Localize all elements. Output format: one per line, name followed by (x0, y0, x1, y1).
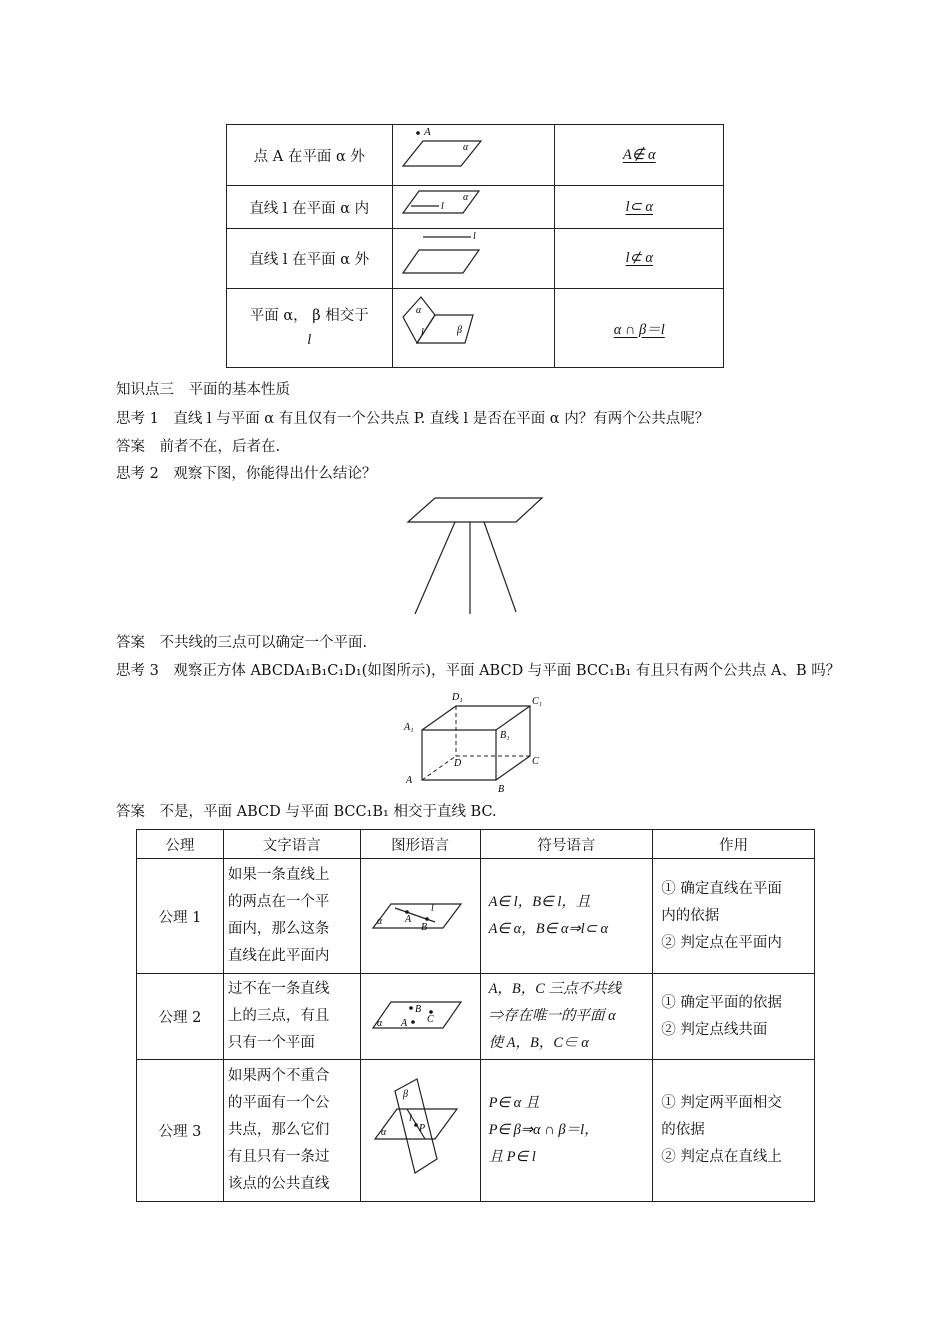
svg-text:C: C (426, 1013, 434, 1025)
row-line-outside-text: 直线 l 在平面 α 外 (227, 229, 393, 289)
svg-text:α: α (376, 916, 382, 927)
svg-text:α: α (415, 305, 421, 316)
answer-1: 答案 前者不在，后者在. (116, 439, 281, 455)
row-planes-intersect-text: 平面 α， β 相交于 l (227, 289, 393, 368)
axiom-3-figure (360, 1060, 480, 1202)
svg-text:A₁: A₁ (404, 722, 414, 733)
cube-figure (400, 688, 555, 798)
svg-text:B: B (414, 1003, 421, 1015)
row-point-outside-text: 点 A 在平面 α 外 (227, 125, 393, 186)
svg-text:β: β (402, 1088, 408, 1100)
axiom-3-use: ① 判定两平面相交 的依据 ② 判定点在直线上 (653, 1060, 815, 1202)
tripod-plane-figure (400, 492, 550, 622)
header-use: 作用 (653, 830, 815, 859)
top-relation-table (226, 124, 724, 368)
answer-2: 答案 不共线的三点可以确定一个平面. (116, 635, 368, 651)
question-3: 思考 3 观察正方体 ABCDA₁B₁C₁D₁(如图所示)，平面 ABCD 与平面 BCC₁B₁ 有且只有两个公共点 A、B 吗？ (116, 663, 841, 679)
figure-point-outside (392, 125, 555, 186)
question-2: 思考 2 观察下图，你能得出什么结论？ (116, 466, 377, 482)
axiom-1-use: ① 确定直线在平面 内的依据 ② 判定点在平面内 (653, 859, 815, 974)
svg-text:l: l (440, 201, 444, 212)
svg-text:l: l (408, 1112, 412, 1124)
header-axiom: 公理 (137, 830, 224, 859)
header-text-language: 文字语言 (223, 830, 360, 859)
svg-text:A: A (400, 1017, 407, 1029)
axiom-2-figure (360, 974, 480, 1060)
figure-planes-intersect (392, 289, 555, 368)
row-line-outside-symbol: l⊄ α (555, 229, 724, 289)
axiom-1-name: 公理 1 (137, 859, 224, 974)
axiom-2-text: 过不在一条直线 上的三点，有且 只有一个平面 (223, 974, 360, 1060)
axiom-3-symbol: P∈ α 且 P∈ β⇒α ∩ β＝l， 且 P∈ l (480, 1060, 653, 1202)
row-line-inside-symbol: l⊂ α (555, 186, 724, 229)
header-figure-language: 图形语言 (360, 830, 480, 859)
svg-text:l: l (472, 231, 476, 242)
section-title: 知识点三 平面的基本性质 (116, 382, 290, 398)
axiom-3-text: 如果两个不重合 的平面有一个公 共点，那么它们 有且只有一条过 该点的公共直线 (223, 1060, 360, 1202)
svg-text:α: α (462, 192, 468, 203)
figure-line-outside (392, 229, 555, 289)
svg-text:A: A (406, 775, 413, 786)
svg-text:α: α (462, 142, 468, 153)
row-planes-intersect-symbol: α ∩ β＝l (555, 289, 724, 368)
axiom-2-name: 公理 2 (137, 974, 224, 1060)
axiom-1-text: 如果一条直线上 的两点在一个平 面内，那么这条 直线在此平面内 (223, 859, 360, 974)
svg-text:β: β (456, 325, 462, 336)
header-symbol-language: 符号语言 (480, 830, 653, 859)
axiom-1-figure (360, 859, 480, 974)
row-point-outside-symbol: A∉ α (555, 125, 724, 186)
svg-text:C₁: C₁ (532, 696, 543, 707)
axiom-table (136, 829, 815, 1202)
svg-text:B: B (420, 922, 427, 933)
svg-text:D: D (454, 758, 462, 769)
svg-text:α: α (380, 1126, 386, 1138)
svg-text:l: l (430, 903, 434, 914)
axiom-1-symbol: A∈ l，B∈ l，且 A∈ α，B∈ α⇒l⊂ α (480, 859, 653, 974)
question-1: 思考 1 直线 l 与平面 α 有且仅有一个公共点 P. 直线 l 是否在平面 α 内？有两个公共点呢？ (116, 411, 710, 427)
svg-text:B₁: B₁ (500, 730, 510, 741)
svg-text:P: P (418, 1122, 425, 1134)
svg-text:A: A (404, 914, 411, 925)
axiom-2-use: ① 确定平面的依据 ② 判定点线共面 (653, 974, 815, 1060)
svg-text:l: l (420, 327, 424, 338)
axiom-2-symbol: A，B，C 三点不共线 ⇒存在唯一的平面 α 使 A，B，C∈ α (480, 974, 653, 1060)
figure-line-inside (392, 186, 555, 229)
svg-text:C: C (532, 756, 539, 767)
svg-text:D₁: D₁ (452, 692, 463, 703)
svg-text:B: B (498, 784, 505, 795)
svg-text:A: A (423, 126, 431, 138)
answer-3: 答案 不是，平面 ABCD 与平面 BCC₁B₁ 相交于直线 BC. (116, 804, 497, 820)
svg-text:α: α (376, 1017, 382, 1029)
axiom-3-name: 公理 3 (137, 1060, 224, 1202)
row-line-inside-text: 直线 l 在平面 α 内 (227, 186, 393, 229)
